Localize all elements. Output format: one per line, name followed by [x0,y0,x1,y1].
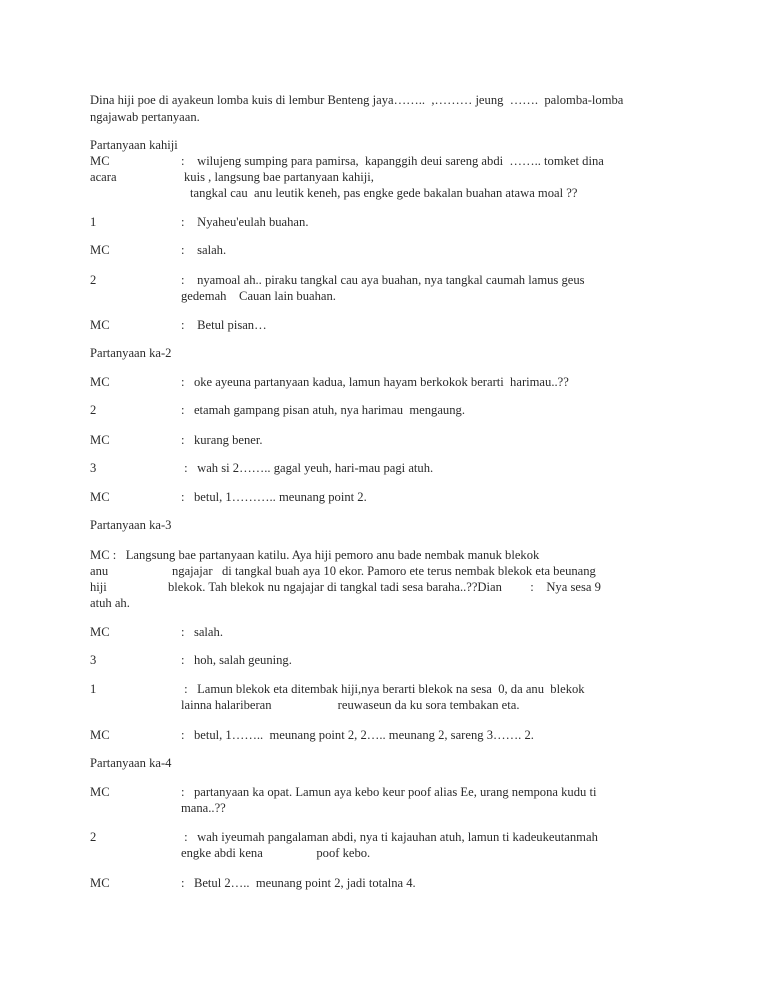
q2-reply-3-label: MC [90,433,110,447]
q1-acara-label: acara [90,170,117,184]
q2-reply-1-label: MC [90,375,110,389]
q3-reply-1-text: : salah. [181,625,223,639]
q2-heading: Partanyaan ka-2 [90,346,172,360]
q1-reply-2-label: MC [90,243,110,257]
q3-reply-3-label: 1 [90,682,97,696]
q4-reply-1-line-2: mana..?? [181,801,226,815]
q4-reply-2-label: 2 [90,830,97,844]
q4-reply-3-text: : Betul 2….. meunang point 2, jadi totalna 4. [181,876,416,890]
q1-reply-1-label: 1 [90,215,97,229]
q2-reply-2-label: 2 [90,403,97,417]
q4-reply-1-label: MC [90,785,110,799]
q3-hiji-label: hiji [90,580,107,594]
q3-mc-line-4: atuh ah. [90,596,130,610]
q4-reply-3-label: MC [90,876,110,890]
q3-reply-1-label: MC [90,625,110,639]
q1-mc-line-3: tangkal cau anu leutik keneh, pas engke gede bakalan buahan atawa moal ?? [190,186,578,200]
q1-mc-line-2: kuis , langsung bae partanyaan kahiji, [184,170,374,184]
q4-heading: Partanyaan ka-4 [90,756,172,770]
q2-reply-1-text: : oke ayeuna partanyaan kadua, lamun hayam berkokok berarti harimau..?? [181,375,569,389]
q3-reply-4-text: : betul, 1…….. meunang point 2, 2….. meunang 2, sareng 3……. 2. [181,728,534,742]
q3-reply-2-text: : hoh, salah geuning. [181,653,292,667]
q1-reply-4-label: MC [90,318,110,332]
q2-reply-4-label: 3 [90,461,97,475]
q3-reply-4-label: MC [90,728,110,742]
q4-reply-2-line-1: : wah iyeumah pangalaman abdi, nya ti kajauhan atuh, lamun ti kadeukeutanmah [181,830,598,844]
q3-anu-label: anu [90,564,109,578]
q3-mc-line-1: MC : Langsung bae partanyaan katilu. Aya hiji pemoro anu bade nembak manuk blekok [90,548,540,562]
q1-mc-label: MC [90,154,110,168]
q3-reply-2-label: 3 [90,653,97,667]
q1-reply-2-text: : salah. [181,243,227,257]
q1-heading: Partanyaan kahiji [90,138,178,152]
q3-heading: Partanyaan ka-3 [90,518,172,532]
intro-line-2: ngajawab pertanyaan. [90,110,200,124]
q3-reply-3-line-1: : Lamun blekok eta ditembak hiji,nya berarti blekok na sesa 0, da anu blekok [181,682,585,696]
q3-mc-line-2: ngajajar di tangkal buah aya 10 ekor. Pamoro ete terus nembak blekok eta beunang [172,564,596,578]
q2-reply-2-text: : etamah gampang pisan atuh, nya harimau mengaung. [181,403,465,417]
intro-line-1: Dina hiji poe di ayakeun lomba kuis di lembur Benteng jaya…….. ,……… jeung ……. palomba-lomba [90,93,624,107]
q3-mc-line-3: blekok. Tah blekok nu ngajajar di tangkal tadi sesa baraha..??Dian : Nya sesa 9 [168,580,601,594]
q1-reply-3-line-2: gedemah Cauan lain buahan. [181,289,336,303]
q2-reply-3-text: : kurang bener. [181,433,263,447]
q1-reply-3-label: 2 [90,273,97,287]
q1-reply-3-line-1: : nyamoal ah.. piraku tangkal cau aya buahan, nya tangkal caumah lamus geus [181,273,585,287]
q2-reply-5-text: : betul, 1……….. meunang point 2. [181,490,367,504]
q4-reply-2-line-2: engke abdi kena poof kebo. [181,846,371,860]
q1-mc-line-1: : wilujeng sumping para pamirsa, kapanggih deui sareng abdi …….. tomket dina [181,154,604,168]
document-page [90,0,690,994]
q1-reply-1-text: : Nyaheu'eulah buahan. [181,215,309,229]
q2-reply-5-label: MC [90,490,110,504]
q1-reply-4-text: : Betul pisan… [181,318,267,332]
q3-reply-3-line-2: lainna halariberan reuwaseun da ku sora tembakan eta. [181,698,520,712]
q4-reply-1-line-1: : partanyaan ka opat. Lamun aya kebo keur poof alias Ee, urang nempona kudu ti [181,785,597,799]
q2-reply-4-text: : wah si 2…….. gagal yeuh, hari-mau pagi atuh. [181,461,434,475]
